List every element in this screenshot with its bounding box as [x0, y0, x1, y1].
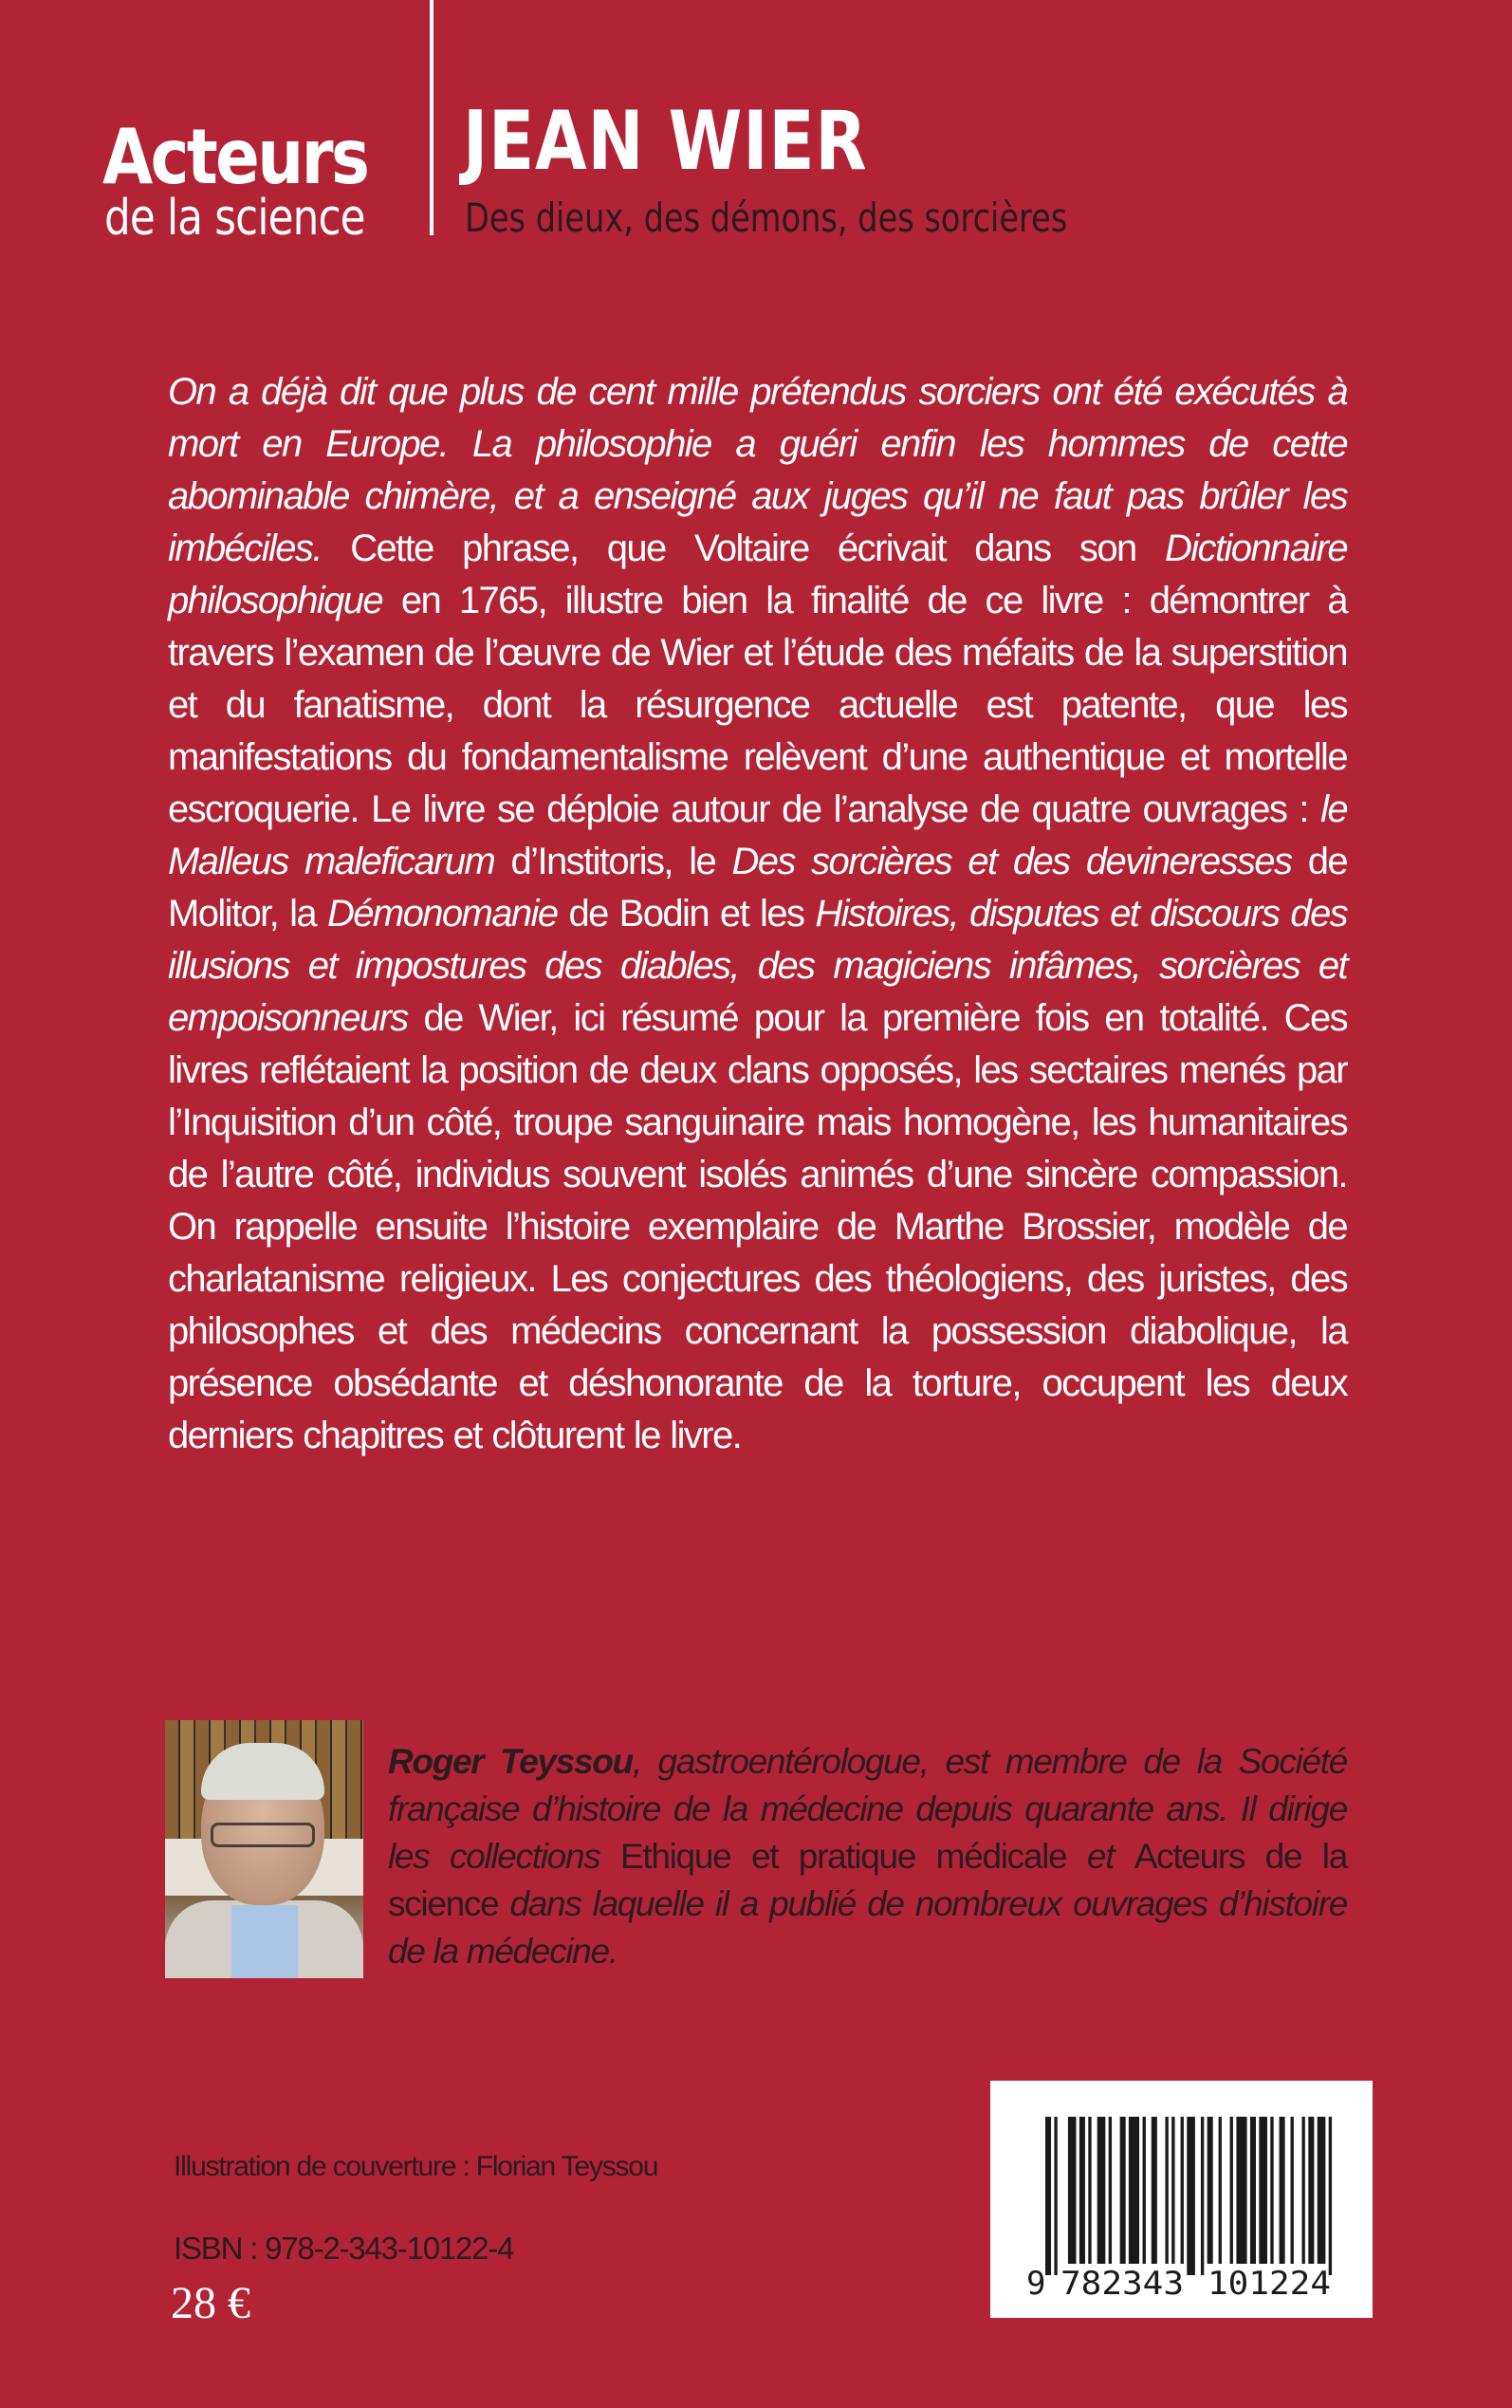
barcode-digits-left: 782343: [1060, 2265, 1184, 2303]
blurb-segment: le Malleus maleficarum: [168, 788, 1347, 882]
blurb-segment: de Bodin et les: [557, 893, 816, 935]
bio-segment: dans laquelle il a publié de nombreux ouvrages d’histoire de la médecine.: [388, 1884, 1347, 1971]
bio-segment: et: [1066, 1837, 1134, 1876]
blurb-segment: Des sorcières et des devineresses: [731, 841, 1292, 882]
book-subtitle: Des dieux, des démons, des sorcières: [465, 194, 1068, 241]
blurb-segment: On a déjà dit que plus de cent mille prétendus sorciers ont été exécutés à mort en Europe. La philosophie a guéri enfin les hommes de cette abominable chimère, et a enseigné aux juges qu’il ne faut pas brûler les imbéciles.: [168, 371, 1347, 569]
barcode: [990, 2081, 1373, 2318]
blurb-segment: de Molitor, la: [168, 841, 1347, 935]
blurb-segment: d’Institoris, le: [494, 841, 732, 882]
back-cover-blurb: [168, 366, 1347, 1462]
book-title: JEAN WIER: [463, 94, 868, 189]
collection-name: Ethique et pratique médicale: [620, 1837, 1067, 1876]
series-name-line2: de la science: [104, 190, 365, 247]
isbn: ISBN : 978-2-343-10122-4: [174, 2231, 514, 2266]
price: 28 €: [171, 2278, 250, 2328]
header-divider-line: [430, 0, 433, 235]
blurb-segment: en 1765, illustre bien la finalité de ce livre : démontrer à travers l’examen de l’œuvre de Wier et l’étude des méfaits de la superstition et du fanatisme, dont la résurgence actuelle est patente, que les manifestations du fondamentalisme relèvent d’une authentique et mortelle escroquerie. Le livre se déploie autour de l’analyse de quatre ouvrages :: [168, 580, 1347, 830]
glasses: [211, 1823, 315, 1847]
collection-name: Acteurs de la science: [388, 1837, 1347, 1923]
blurb-segment: de Wier, ici résumé pour la première fois en totalité. Ces livres reflétaient la position de deux clans opposés, les sectaires menés par l’Inquisition d’un côté, troupe sanguinaire mais homogène, les humanitaires de l’autre côté, individus souvent isolés animés d’une sincère compassion. On rappelle ensuite l’histoire exemplaire de Marthe Brossier, modèle de charlatanisme religieux. Les conjectures des théologiens, des juristes, des philosophes et des médecins concernant la possession diabolique, la présence obsédante et déshonorante de la torture, occupent les deux derniers chapitres et clôturent le livre.: [168, 997, 1347, 1456]
shirt: [231, 1905, 298, 1978]
series-name-line1: Acteurs: [102, 113, 368, 201]
barcode-bars-icon: [990, 2081, 1373, 2318]
bio-segment: , gastroentérologue, est membre de la Société française d’histoire de la médecine depuis quarante ans. Il dirige les collections: [388, 1742, 1347, 1876]
illustration-credit: Illustration de couverture : Florian Teyssou: [174, 2151, 658, 2182]
blurb-segment: Histoires, disputes et discours des illusions et impostures des diables, des magiciens infâmes, sorcières et empoisonneurs: [168, 893, 1347, 1039]
barcode-digits-right: 101224: [1208, 2265, 1331, 2303]
barcode-digit-first: 9: [1026, 2265, 1046, 2303]
blurb-segment: Cette phrase, que Voltaire écrivait dans son: [321, 528, 1165, 569]
author-photo: [165, 1720, 363, 1978]
author-name: Roger Teyssou: [388, 1742, 633, 1781]
author-bio: [388, 1738, 1347, 1975]
blurb-segment: Dictionnaire philosophique: [168, 528, 1347, 621]
blurb-segment: Démonomanie: [326, 893, 558, 935]
